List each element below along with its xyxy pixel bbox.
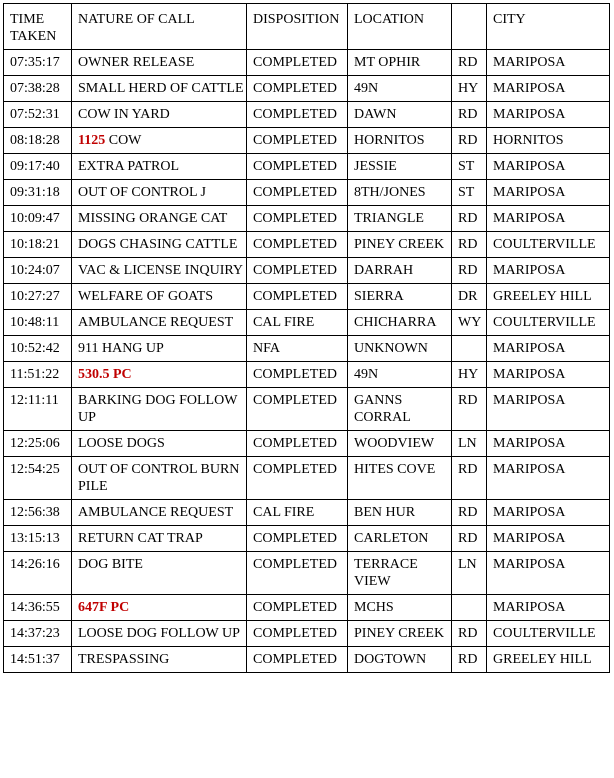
cell-suffix: RD: [452, 526, 487, 552]
nature-text: OWNER RELEASE: [78, 55, 195, 70]
cell-nature-of-call: [72, 232, 247, 258]
cell-nature-of-call: [72, 128, 247, 154]
cell-location: PINEY CREEK: [348, 621, 452, 647]
cell-location: WOODVIEW: [348, 431, 452, 457]
cell-location: HORNITOS: [348, 128, 452, 154]
cell-suffix: RD: [452, 128, 487, 154]
cell-suffix: [452, 595, 487, 621]
table-row: [4, 232, 610, 258]
cell-suffix: DR: [452, 284, 487, 310]
cell-nature-of-call: [72, 206, 247, 232]
cell-location: TERRACE VIEW: [348, 552, 452, 595]
cell-city: MARIPOSA: [487, 552, 610, 595]
cell-city: COULTERVILLE: [487, 621, 610, 647]
cell-nature-of-call: [72, 621, 247, 647]
cell-suffix: RD: [452, 621, 487, 647]
table-row: [4, 206, 610, 232]
table-row: [4, 457, 610, 500]
header-suffix: [452, 4, 487, 50]
cell-nature-of-call: [72, 336, 247, 362]
cell-nature-of-call: [72, 552, 247, 595]
cell-suffix: [452, 336, 487, 362]
nature-text: OUT OF CONTROL J: [78, 185, 206, 200]
nature-text: WELFARE OF GOATS: [78, 289, 214, 304]
nature-text: AMBULANCE REQUEST: [78, 505, 234, 520]
cell-disposition: COMPLETED: [247, 258, 348, 284]
cell-disposition: COMPLETED: [247, 457, 348, 500]
nature-text: BARKING DOG FOLLOW UP: [78, 393, 238, 425]
cell-disposition: COMPLETED: [247, 431, 348, 457]
cell-disposition: COMPLETED: [247, 284, 348, 310]
nature-text: OUT OF CONTROL BURN PILE: [78, 462, 240, 494]
cell-suffix: RD: [452, 50, 487, 76]
cell-nature-of-call: [72, 595, 247, 621]
cell-suffix: WY: [452, 310, 487, 336]
cell-location: CARLETON: [348, 526, 452, 552]
cell-disposition: COMPLETED: [247, 362, 348, 388]
cell-time: 07:38:28: [4, 76, 72, 102]
cell-nature-of-call: [72, 258, 247, 284]
cell-suffix: LN: [452, 552, 487, 595]
cell-suffix: LN: [452, 431, 487, 457]
nature-text: LOOSE DOGS: [78, 436, 165, 451]
cell-location: MCHS: [348, 595, 452, 621]
cell-time: 10:52:42: [4, 336, 72, 362]
cell-location: DOGTOWN: [348, 647, 452, 673]
nature-text: DOG BITE: [78, 557, 143, 572]
header-city: CITY: [487, 4, 610, 50]
cell-nature-of-call: [72, 500, 247, 526]
cell-nature-of-call: [72, 154, 247, 180]
cell-nature-of-call: [72, 647, 247, 673]
cell-time: 12:56:38: [4, 500, 72, 526]
cell-time: 12:54:25: [4, 457, 72, 500]
header-time-taken: TIME TAKEN: [4, 4, 72, 50]
cell-city: MARIPOSA: [487, 431, 610, 457]
cell-time: 14:26:16: [4, 552, 72, 595]
cell-suffix: RD: [452, 647, 487, 673]
cell-time: 12:11:11: [4, 388, 72, 431]
header-disposition: DISPOSITION: [247, 4, 348, 50]
cell-time: 10:18:21: [4, 232, 72, 258]
cell-time: 10:27:27: [4, 284, 72, 310]
cell-city: MARIPOSA: [487, 595, 610, 621]
cell-city: MARIPOSA: [487, 336, 610, 362]
cell-suffix: ST: [452, 180, 487, 206]
table-row: [4, 258, 610, 284]
cell-disposition: COMPLETED: [247, 647, 348, 673]
cell-city: COULTERVILLE: [487, 232, 610, 258]
cell-suffix: RD: [452, 206, 487, 232]
cell-nature-of-call: [72, 362, 247, 388]
cell-nature-of-call: [72, 76, 247, 102]
call-log-table: [3, 3, 610, 673]
cell-city: MARIPOSA: [487, 180, 610, 206]
cell-location: GANNS CORRAL: [348, 388, 452, 431]
cell-time: 14:36:55: [4, 595, 72, 621]
nature-text: COW: [105, 133, 142, 148]
table-row: [4, 76, 610, 102]
cell-city: MARIPOSA: [487, 500, 610, 526]
cell-time: 08:18:28: [4, 128, 72, 154]
cell-location: HITES COVE: [348, 457, 452, 500]
table-row: [4, 362, 610, 388]
cell-location: 49N: [348, 362, 452, 388]
cell-disposition: COMPLETED: [247, 388, 348, 431]
table-row: [4, 552, 610, 595]
cell-nature-of-call: [72, 50, 247, 76]
cell-location: DARRAH: [348, 258, 452, 284]
cell-nature-of-call: [72, 526, 247, 552]
nature-text: VAC & LICENSE INQUIRY: [78, 263, 244, 278]
cell-location: CHICHARRA: [348, 310, 452, 336]
table-row: [4, 595, 610, 621]
cell-suffix: RD: [452, 457, 487, 500]
cell-nature-of-call: [72, 457, 247, 500]
cell-city: MARIPOSA: [487, 362, 610, 388]
cell-location: DAWN: [348, 102, 452, 128]
cell-location: 8TH/JONES: [348, 180, 452, 206]
cell-city: MARIPOSA: [487, 457, 610, 500]
table-row: [4, 102, 610, 128]
cell-city: GREELEY HILL: [487, 647, 610, 673]
nature-text: RETURN CAT TRAP: [78, 531, 203, 546]
table-row: [4, 621, 610, 647]
cell-time: 10:24:07: [4, 258, 72, 284]
header-location: LOCATION: [348, 4, 452, 50]
cell-time: 14:51:37: [4, 647, 72, 673]
cell-nature-of-call: [72, 284, 247, 310]
cell-suffix: HY: [452, 362, 487, 388]
cell-time: 10:09:47: [4, 206, 72, 232]
cell-disposition: COMPLETED: [247, 206, 348, 232]
cell-disposition: COMPLETED: [247, 102, 348, 128]
nature-text: LOOSE DOG FOLLOW UP: [78, 626, 240, 641]
cell-location: JESSIE: [348, 154, 452, 180]
cell-time: 09:31:18: [4, 180, 72, 206]
header-row: [4, 4, 610, 50]
cell-disposition: COMPLETED: [247, 232, 348, 258]
highlight-code: 1125: [78, 133, 106, 148]
cell-time: 13:15:13: [4, 526, 72, 552]
table-row: [4, 526, 610, 552]
table-row: [4, 180, 610, 206]
highlight-code: 530.5 PC: [78, 367, 132, 382]
cell-suffix: RD: [452, 102, 487, 128]
cell-location: MT OPHIR: [348, 50, 452, 76]
cell-city: MARIPOSA: [487, 50, 610, 76]
cell-location: TRIANGLE: [348, 206, 452, 232]
cell-location: SIERRA: [348, 284, 452, 310]
cell-disposition: COMPLETED: [247, 180, 348, 206]
nature-text: DOGS CHASING CATTLE: [78, 237, 238, 252]
table-row: [4, 128, 610, 154]
cell-disposition: COMPLETED: [247, 76, 348, 102]
cell-time: 10:48:11: [4, 310, 72, 336]
nature-text: AMBULANCE REQUEST: [78, 315, 234, 330]
cell-suffix: RD: [452, 232, 487, 258]
nature-text: EXTRA PATROL: [78, 159, 180, 174]
cell-suffix: HY: [452, 76, 487, 102]
cell-disposition: COMPLETED: [247, 621, 348, 647]
nature-text: MISSING ORANGE CAT: [78, 211, 228, 226]
cell-city: MARIPOSA: [487, 76, 610, 102]
nature-text: 911 HANG UP: [78, 341, 164, 356]
cell-time: 11:51:22: [4, 362, 72, 388]
cell-city: COULTERVILLE: [487, 310, 610, 336]
table-row: [4, 388, 610, 431]
table-row: [4, 500, 610, 526]
cell-city: MARIPOSA: [487, 526, 610, 552]
cell-city: MARIPOSA: [487, 258, 610, 284]
cell-location: BEN HUR: [348, 500, 452, 526]
cell-location: PINEY CREEK: [348, 232, 452, 258]
cell-city: MARIPOSA: [487, 102, 610, 128]
cell-time: 07:35:17: [4, 50, 72, 76]
cell-city: MARIPOSA: [487, 206, 610, 232]
table-row: [4, 431, 610, 457]
cell-disposition: COMPLETED: [247, 50, 348, 76]
cell-suffix: RD: [452, 500, 487, 526]
cell-city: MARIPOSA: [487, 154, 610, 180]
highlight-code: 647F PC: [78, 600, 130, 615]
cell-disposition: CAL FIRE: [247, 500, 348, 526]
header-nature-of-call: NATURE OF CALL: [72, 4, 247, 50]
cell-disposition: NFA: [247, 336, 348, 362]
cell-time: 09:17:40: [4, 154, 72, 180]
table-row: [4, 154, 610, 180]
cell-city: GREELEY HILL: [487, 284, 610, 310]
table-row: [4, 336, 610, 362]
cell-disposition: COMPLETED: [247, 595, 348, 621]
cell-disposition: COMPLETED: [247, 128, 348, 154]
cell-nature-of-call: [72, 388, 247, 431]
table-row: [4, 284, 610, 310]
cell-city: MARIPOSA: [487, 388, 610, 431]
cell-nature-of-call: [72, 431, 247, 457]
cell-suffix: RD: [452, 388, 487, 431]
cell-time: 14:37:23: [4, 621, 72, 647]
cell-location: 49N: [348, 76, 452, 102]
cell-disposition: COMPLETED: [247, 526, 348, 552]
cell-location: UNKNOWN: [348, 336, 452, 362]
cell-nature-of-call: [72, 102, 247, 128]
cell-suffix: RD: [452, 258, 487, 284]
table-row: [4, 310, 610, 336]
cell-nature-of-call: [72, 180, 247, 206]
cell-suffix: ST: [452, 154, 487, 180]
nature-text: COW IN YARD: [78, 107, 170, 122]
table-row: [4, 50, 610, 76]
cell-time: 07:52:31: [4, 102, 72, 128]
nature-text: TRESPASSING: [78, 652, 170, 667]
cell-disposition: CAL FIRE: [247, 310, 348, 336]
cell-city: HORNITOS: [487, 128, 610, 154]
cell-time: 12:25:06: [4, 431, 72, 457]
nature-text: SMALL HERD OF CATTLE: [78, 81, 244, 96]
cell-disposition: COMPLETED: [247, 154, 348, 180]
cell-disposition: COMPLETED: [247, 552, 348, 595]
cell-nature-of-call: [72, 310, 247, 336]
table-row: [4, 647, 610, 673]
